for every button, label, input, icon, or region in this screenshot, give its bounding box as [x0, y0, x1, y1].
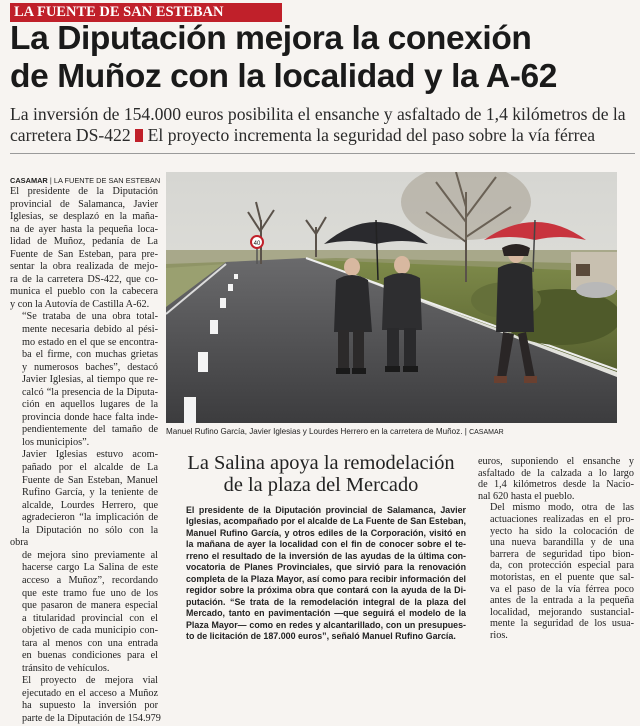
paragraph — [10, 675, 161, 725]
text-line: euros, suponiendo el ensanche y — [478, 456, 634, 467]
subheadline-line-2 — [10, 125, 635, 146]
text-line: ra de la carretera DS-422, que co- — [10, 273, 158, 285]
road-scene-illustration — [166, 172, 617, 423]
section-label: LA FUENTE DE SAN ESTEBAN — [10, 3, 282, 22]
headline-line-2: de Muñoz con la localidad y la A-62 — [10, 58, 557, 95]
news-photo — [166, 172, 617, 423]
text-line: Del mismo modo, otra de las — [490, 502, 634, 514]
byline-author: CASAMAR — [10, 176, 48, 185]
text-line: completa de la Plaza Mayor, así como para recibir información del — [186, 573, 466, 584]
text-line: El proyecto de mejora vial — [22, 675, 158, 687]
text-line: El presidente de la Diputación — [10, 186, 158, 197]
text-line: y numerosos baches”, destacó — [22, 361, 158, 373]
text-line: la mañana de ayer la localidad con el fin de conocer sobre el te- — [186, 539, 466, 550]
headline — [10, 20, 638, 96]
text-line: a titularidad provincial con el — [22, 612, 158, 624]
paragraph — [478, 456, 634, 502]
text-line: pendientemente del tamaño de — [22, 424, 158, 436]
text-line: tara al menos con una entrada — [22, 637, 158, 649]
text-line: en buenas condiciones para el — [22, 650, 158, 662]
text-line: putación. “Se trata de la remodelación integral de la plaza del — [186, 596, 466, 607]
byline-place: LA FUENTE DE SAN ESTEBAN — [53, 176, 161, 185]
byline — [10, 176, 161, 186]
divider — [10, 153, 635, 154]
photo-caption-agency: CASAMAR — [469, 429, 504, 436]
text-line: va el paso de la vía férrea poco — [490, 583, 634, 595]
subheadline-line-1: La inversión de 154.000 euros posibilita el ensanche y asfaltado de 1,4 kilómetros de la — [10, 104, 626, 124]
left-body — [10, 186, 161, 726]
text-line: los municipios”. — [22, 436, 90, 448]
text-line: to de licitación de 187.000 euros”, señaló Manuel Rufino García. — [186, 630, 456, 641]
subheadline-part-b: El proyecto incrementa la seguridad del paso sobre la vía férrea — [147, 125, 596, 145]
text-line: Fuente de San Esteban, Manuel — [22, 474, 158, 486]
secondary-headline-line-1: La Salina apoya la remodelación — [187, 452, 455, 474]
text-line: Plaza Mayor— como en redes y alcantarillado, con un presupues- — [186, 619, 466, 630]
paragraph — [478, 502, 634, 641]
subheadline-part-a: carretera DS-422 — [10, 125, 131, 145]
text-line: barrera de seguridad tipo bion- — [490, 548, 634, 560]
text-line: ejecutado en el acceso a Muñoz — [22, 687, 158, 699]
text-line: Iglesias, acompañado por el alcalde de La Fuente de San Esteban, — [186, 516, 466, 527]
text-line: de mejora sino previamente al — [22, 549, 158, 561]
text-line: na de ayer hasta la pequeña loca- — [10, 223, 158, 235]
text-line: provincial de Salamanca, Javier — [10, 198, 158, 210]
text-line: mo estado en el que se encontra- — [22, 336, 158, 348]
paragraph — [176, 505, 466, 642]
secondary-headline — [176, 452, 466, 496]
right-column — [478, 456, 634, 642]
text-line: lidad de Muñoz, pedanía de La — [10, 236, 158, 248]
sidebar-article-body — [176, 505, 466, 642]
text-line: Javier Iglesias, al tiempo que re- — [22, 374, 158, 386]
headline-line-1: La Diputación mejora la conexión — [10, 20, 532, 57]
text-line: “Se trataba de una obra total- — [22, 311, 158, 323]
text-line: la Diputación no sólo con la obra — [10, 524, 158, 549]
text-line: alcalde, Lourdes Herrero, que — [22, 499, 158, 511]
text-line: una nueva barandilla y de una — [490, 537, 634, 549]
text-line: y con la Autovía de Castilla A-62. — [10, 298, 150, 310]
text-line: actuaciones realizadas en el pro- — [490, 513, 634, 525]
text-line: parte de la Diputación de 154.979 — [22, 712, 161, 724]
svg-text:40: 40 — [253, 241, 261, 247]
text-line: localidad, mejorando sustancial- — [490, 606, 634, 618]
text-line: da, con protección especial para — [490, 560, 634, 572]
paragraph — [10, 311, 158, 449]
secondary-headline-line-2: de la plaza del Mercado — [223, 474, 419, 496]
text-line: objetivo de cada municipio con- — [22, 625, 158, 637]
text-line: calcó “la presencia de la Diputa- — [22, 386, 158, 398]
text-line: ha supuesto la inversión por — [22, 700, 158, 712]
subheadline — [10, 104, 635, 146]
byline-sep: | — [49, 176, 52, 185]
photo-caption — [166, 427, 636, 438]
text-line: pañado por el alcalde de La — [22, 462, 158, 474]
text-line: vocatoria de Planes Provinciales, que sirvió para la renovación — [186, 562, 466, 573]
text-line: que pasaron de manera especial — [22, 600, 158, 612]
photo-caption-sep: | — [464, 427, 467, 436]
photo-caption-text: Manuel Rufino García, Javier Iglesias y Lourdes Herrero en la carretera de Muñoz. — [166, 427, 463, 436]
text-line: munica el pueblo con la cabecera — [10, 286, 158, 298]
paragraph — [10, 449, 158, 675]
text-line: rreno el resultado de la inversión de las ayudas de la última con- — [186, 550, 466, 561]
red-square-bullet-icon — [135, 129, 143, 142]
text-line: ba el firme, con muchas grietas — [22, 349, 158, 361]
text-line: provincia donde hace falta inde- — [22, 411, 158, 423]
text-line: acceso a Muñoz”, recordando — [22, 574, 158, 586]
text-line: yecto ha sido la colocación de — [490, 525, 634, 537]
left-column — [10, 176, 161, 726]
text-line: rios. — [490, 629, 508, 641]
text-line: agradecieron “la implicación de — [22, 512, 158, 524]
text-line: regidor sobre la próxima obra que contará con la ayuda de la Di- — [186, 585, 466, 596]
text-line: Mercado, tanto en pavimentación —que seguirá el modelo de la — [186, 608, 466, 619]
text-line: mente necesaria debido al pési- — [22, 324, 158, 336]
text-line: El presidente de la Diputación provincial de Salamanca, Javier — [186, 505, 466, 515]
text-line: motoristas, en el puente que sal- — [490, 571, 634, 583]
text-line: antes de la entrada a la pequeña — [490, 595, 634, 607]
text-line: hacerse cargo La Salina de este — [22, 562, 158, 574]
text-line: Javier Iglesias estuvo acom- — [22, 449, 158, 461]
text-line: Manuel Rufino García, y otros ediles de la Corporación, visitó en — [186, 527, 466, 538]
paragraph — [10, 186, 158, 311]
text-line: asfaltado de la calzada a lo largo — [478, 467, 634, 479]
text-line: Fuente de San Esteban, para pre- — [10, 248, 158, 260]
text-line: nal 620 hasta el pueblo. — [478, 490, 575, 502]
text-line: ción en aquellos lugares de la — [22, 399, 158, 411]
text-line: tránsito de vehículos. — [22, 662, 110, 674]
text-line: Rufino García, y la teniente de — [22, 487, 158, 499]
text-line: mente la seguridad de los usua- — [490, 618, 634, 630]
text-line: que este tramo fue uno de los — [22, 587, 158, 599]
text-line: de 1,4 kilómetros desde la Nacio- — [478, 479, 634, 491]
text-line: Iglesias, se desplazó en la maña- — [10, 211, 158, 223]
text-line: sentar la obra realizada de mejo- — [10, 261, 158, 273]
